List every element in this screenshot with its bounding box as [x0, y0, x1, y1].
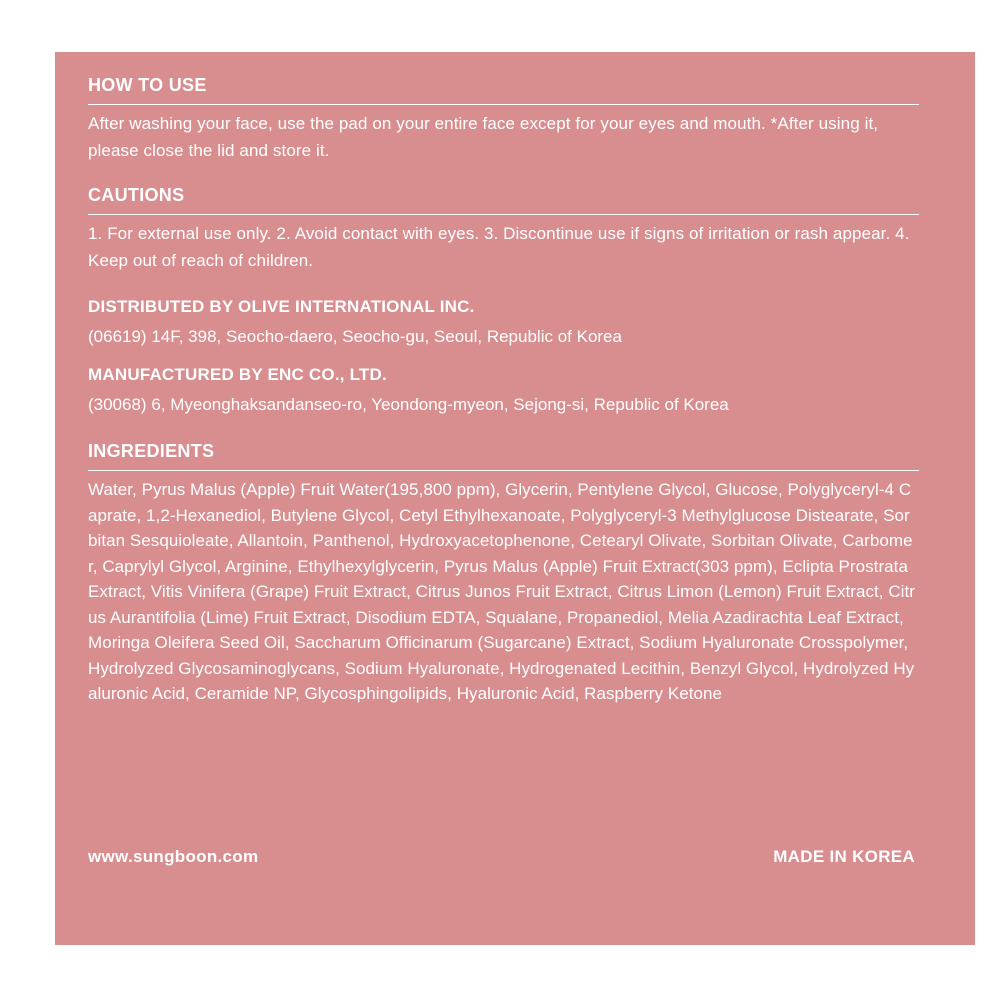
how-to-use-section — [88, 72, 915, 164]
ingredients-list: Water, Pyrus Malus (Apple) Fruit Water(195,800 ppm), Glycerin, Pentylene Glycol, Glucose, Polyglyceryl-4 Caprate, 1,2-Hexanediol, Butylene Glycol, Cetyl Ethylhexanoate, Polyglyceryl-3 Methylglucose Distearate, Sorbitan Sesquioleate, Allantoin, Panthenol, Hydroxyacetophenone, Cetearyl Olivate, Sorbitan Olivate, Carbomer, Caprylyl Glycol, Arginine, Ethylhexylglycerin, Pyrus Malus (Apple) Fruit Extract(303 ppm), Eclipta Prostrata Extract, Vitis Vinifera (Grape) Fruit Extract, Citrus Junos Fruit Extract, Citrus Limon (Lemon) Fruit Extract, Citrus Aurantifolia (Lime) Fruit Extract, Disodium EDTA, Squalane, Propanediol, Melia Azadirachta Leaf Extract, Moringa Oleifera Seed Oil, Saccharum Officinarum (Sugarcane) Extract, Sodium Hyaluronate Crosspolymer, Hydrolyzed Glycosaminoglycans, Sodium Hyaluronate, Hydrogenated Lecithin, Benzyl Glycol, Hydrolyzed Hyaluronic Acid, Ceramide NP, Glycosphingolipids, Hyaluronic Acid, Raspberry Ketone — [88, 480, 915, 703]
ingredients-heading: INGREDIENTS — [88, 441, 215, 461]
distributor-address: (06619) 14F, 398, Seocho-daero, Seocho-gu, Seoul, Republic of Korea — [88, 327, 622, 346]
product-label-panel — [55, 52, 975, 945]
manufacturer-section — [88, 362, 915, 418]
distributor-section — [88, 294, 915, 350]
ingredients-section — [88, 438, 915, 707]
cautions-heading: CAUTIONS — [88, 185, 185, 205]
section-divider — [88, 214, 919, 215]
distributor-heading: DISTRIBUTED BY OLIVE INTERNATIONAL INC. — [88, 297, 475, 316]
website-link[interactable]: www.sungboon.com — [88, 847, 259, 866]
cautions-section — [88, 182, 915, 274]
footer — [88, 847, 915, 867]
how-to-use-text: After washing your face, use the pad on your entire face except for your eyes and mouth. *After using it, please close the lid and store it. — [88, 114, 879, 160]
how-to-use-heading: HOW TO USE — [88, 75, 207, 95]
manufacturer-address: (30068) 6, Myeonghaksandanseo-ro, Yeondong-myeon, Sejong-si, Republic of Korea — [88, 395, 729, 414]
section-divider — [88, 104, 919, 105]
manufacturer-heading: MANUFACTURED BY ENC CO., LTD. — [88, 365, 387, 384]
section-divider — [88, 470, 919, 471]
cautions-text: 1. For external use only. 2. Avoid contact with eyes. 3. Discontinue use if signs of irritation or rash appear. 4. Keep out of reach of children. — [88, 224, 910, 270]
origin-label: MADE IN KOREA — [773, 847, 915, 866]
